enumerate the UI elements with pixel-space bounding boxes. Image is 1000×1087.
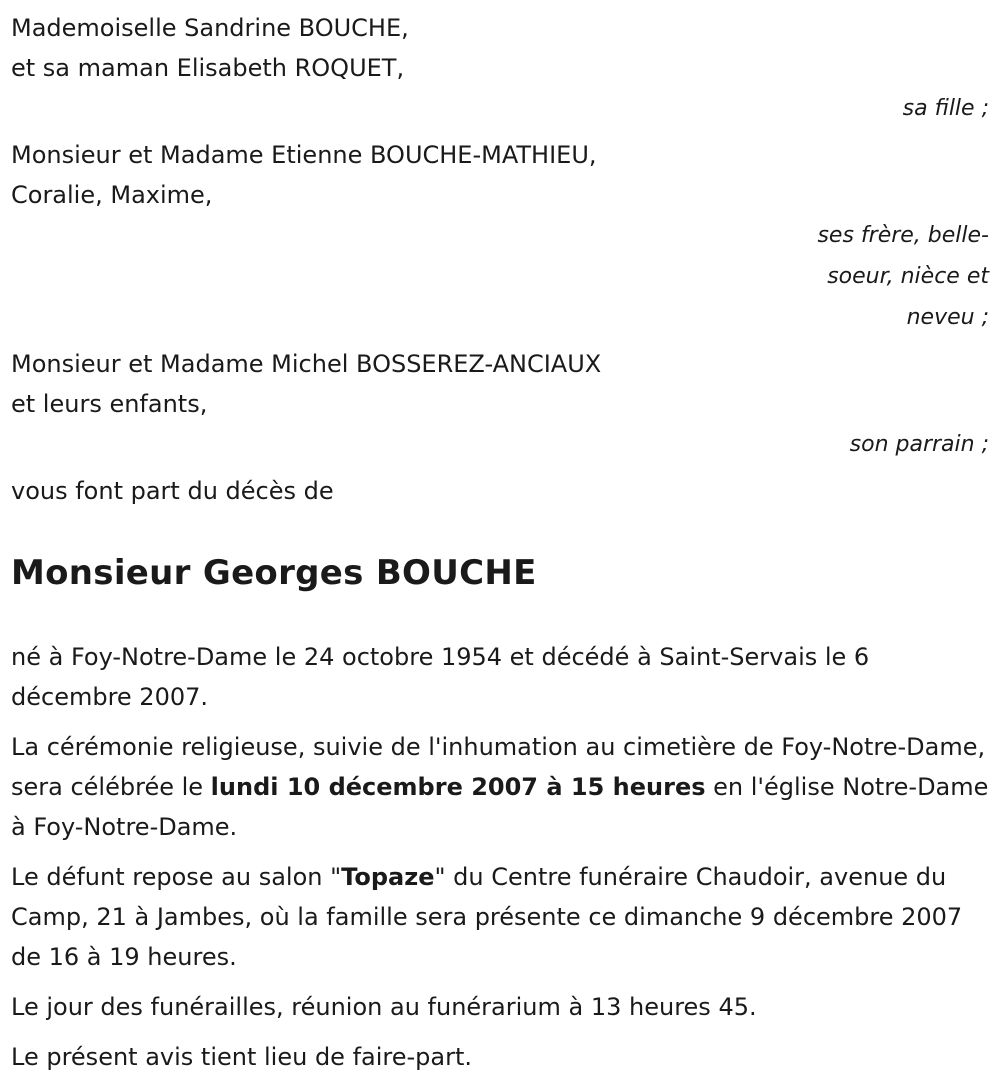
repose-text-before: Le défunt repose au salon " xyxy=(11,863,342,891)
deceased-name: Monsieur Georges BOUCHE xyxy=(11,553,537,593)
repose-paragraph xyxy=(11,857,991,977)
relation-label: neveu ; xyxy=(906,305,989,330)
repose-text-after: " du Centre funéraire Chaudoir, avenue du Camp, 21 à Jambes, où la famille sera présente ce dimanche 9 décembre 2007 de 16 à 19 heures. xyxy=(11,863,963,971)
salon-name: Topaze xyxy=(341,863,435,891)
ceremony-text-before: La cérémonie religieuse, suivie de l'inhumation au cimetière de Foy-Notre-Dame, sera célébrée le xyxy=(11,733,986,801)
family-group-brother xyxy=(11,135,991,338)
ceremony-text-after: en l'église Notre-Dame à Foy-Notre-Dame. xyxy=(11,773,989,841)
relation-label: soeur, nièce et xyxy=(827,264,989,289)
family-line: Coralie, Maxime, xyxy=(11,181,213,209)
notice-paragraph: Le présent avis tient lieu de faire-part. xyxy=(11,1043,473,1071)
family-group-daughter xyxy=(11,8,991,129)
family-line: et sa maman Elisabeth ROQUET, xyxy=(11,54,405,82)
ceremony-datetime: lundi 10 décembre 2007 à 15 heures xyxy=(210,773,706,801)
family-line: et leurs enfants, xyxy=(11,390,208,418)
funeral-day-paragraph: Le jour des funérailles, réunion au funérarium à 13 heures 45. xyxy=(11,993,757,1021)
relation-label: ses frère, belle- xyxy=(817,223,989,248)
relation-label: sa fille ; xyxy=(902,96,989,121)
relation-label: son parrain ; xyxy=(849,432,989,457)
family-group-godfather xyxy=(11,344,991,465)
family-line: Monsieur et Madame Michel BOSSEREZ-ANCIAUX xyxy=(11,350,602,378)
ceremony-paragraph xyxy=(11,727,991,847)
obituary-notice xyxy=(11,8,991,1087)
birth-death-paragraph: né à Foy-Notre-Dame le 24 octobre 1954 et décédé à Saint-Servais le 6 décembre 2007. xyxy=(11,643,870,711)
family-line: Mademoiselle Sandrine BOUCHE, xyxy=(11,14,409,42)
family-line: Monsieur et Madame Etienne BOUCHE-MATHIEU, xyxy=(11,141,597,169)
intro-text: vous font part du décès de xyxy=(11,477,334,505)
